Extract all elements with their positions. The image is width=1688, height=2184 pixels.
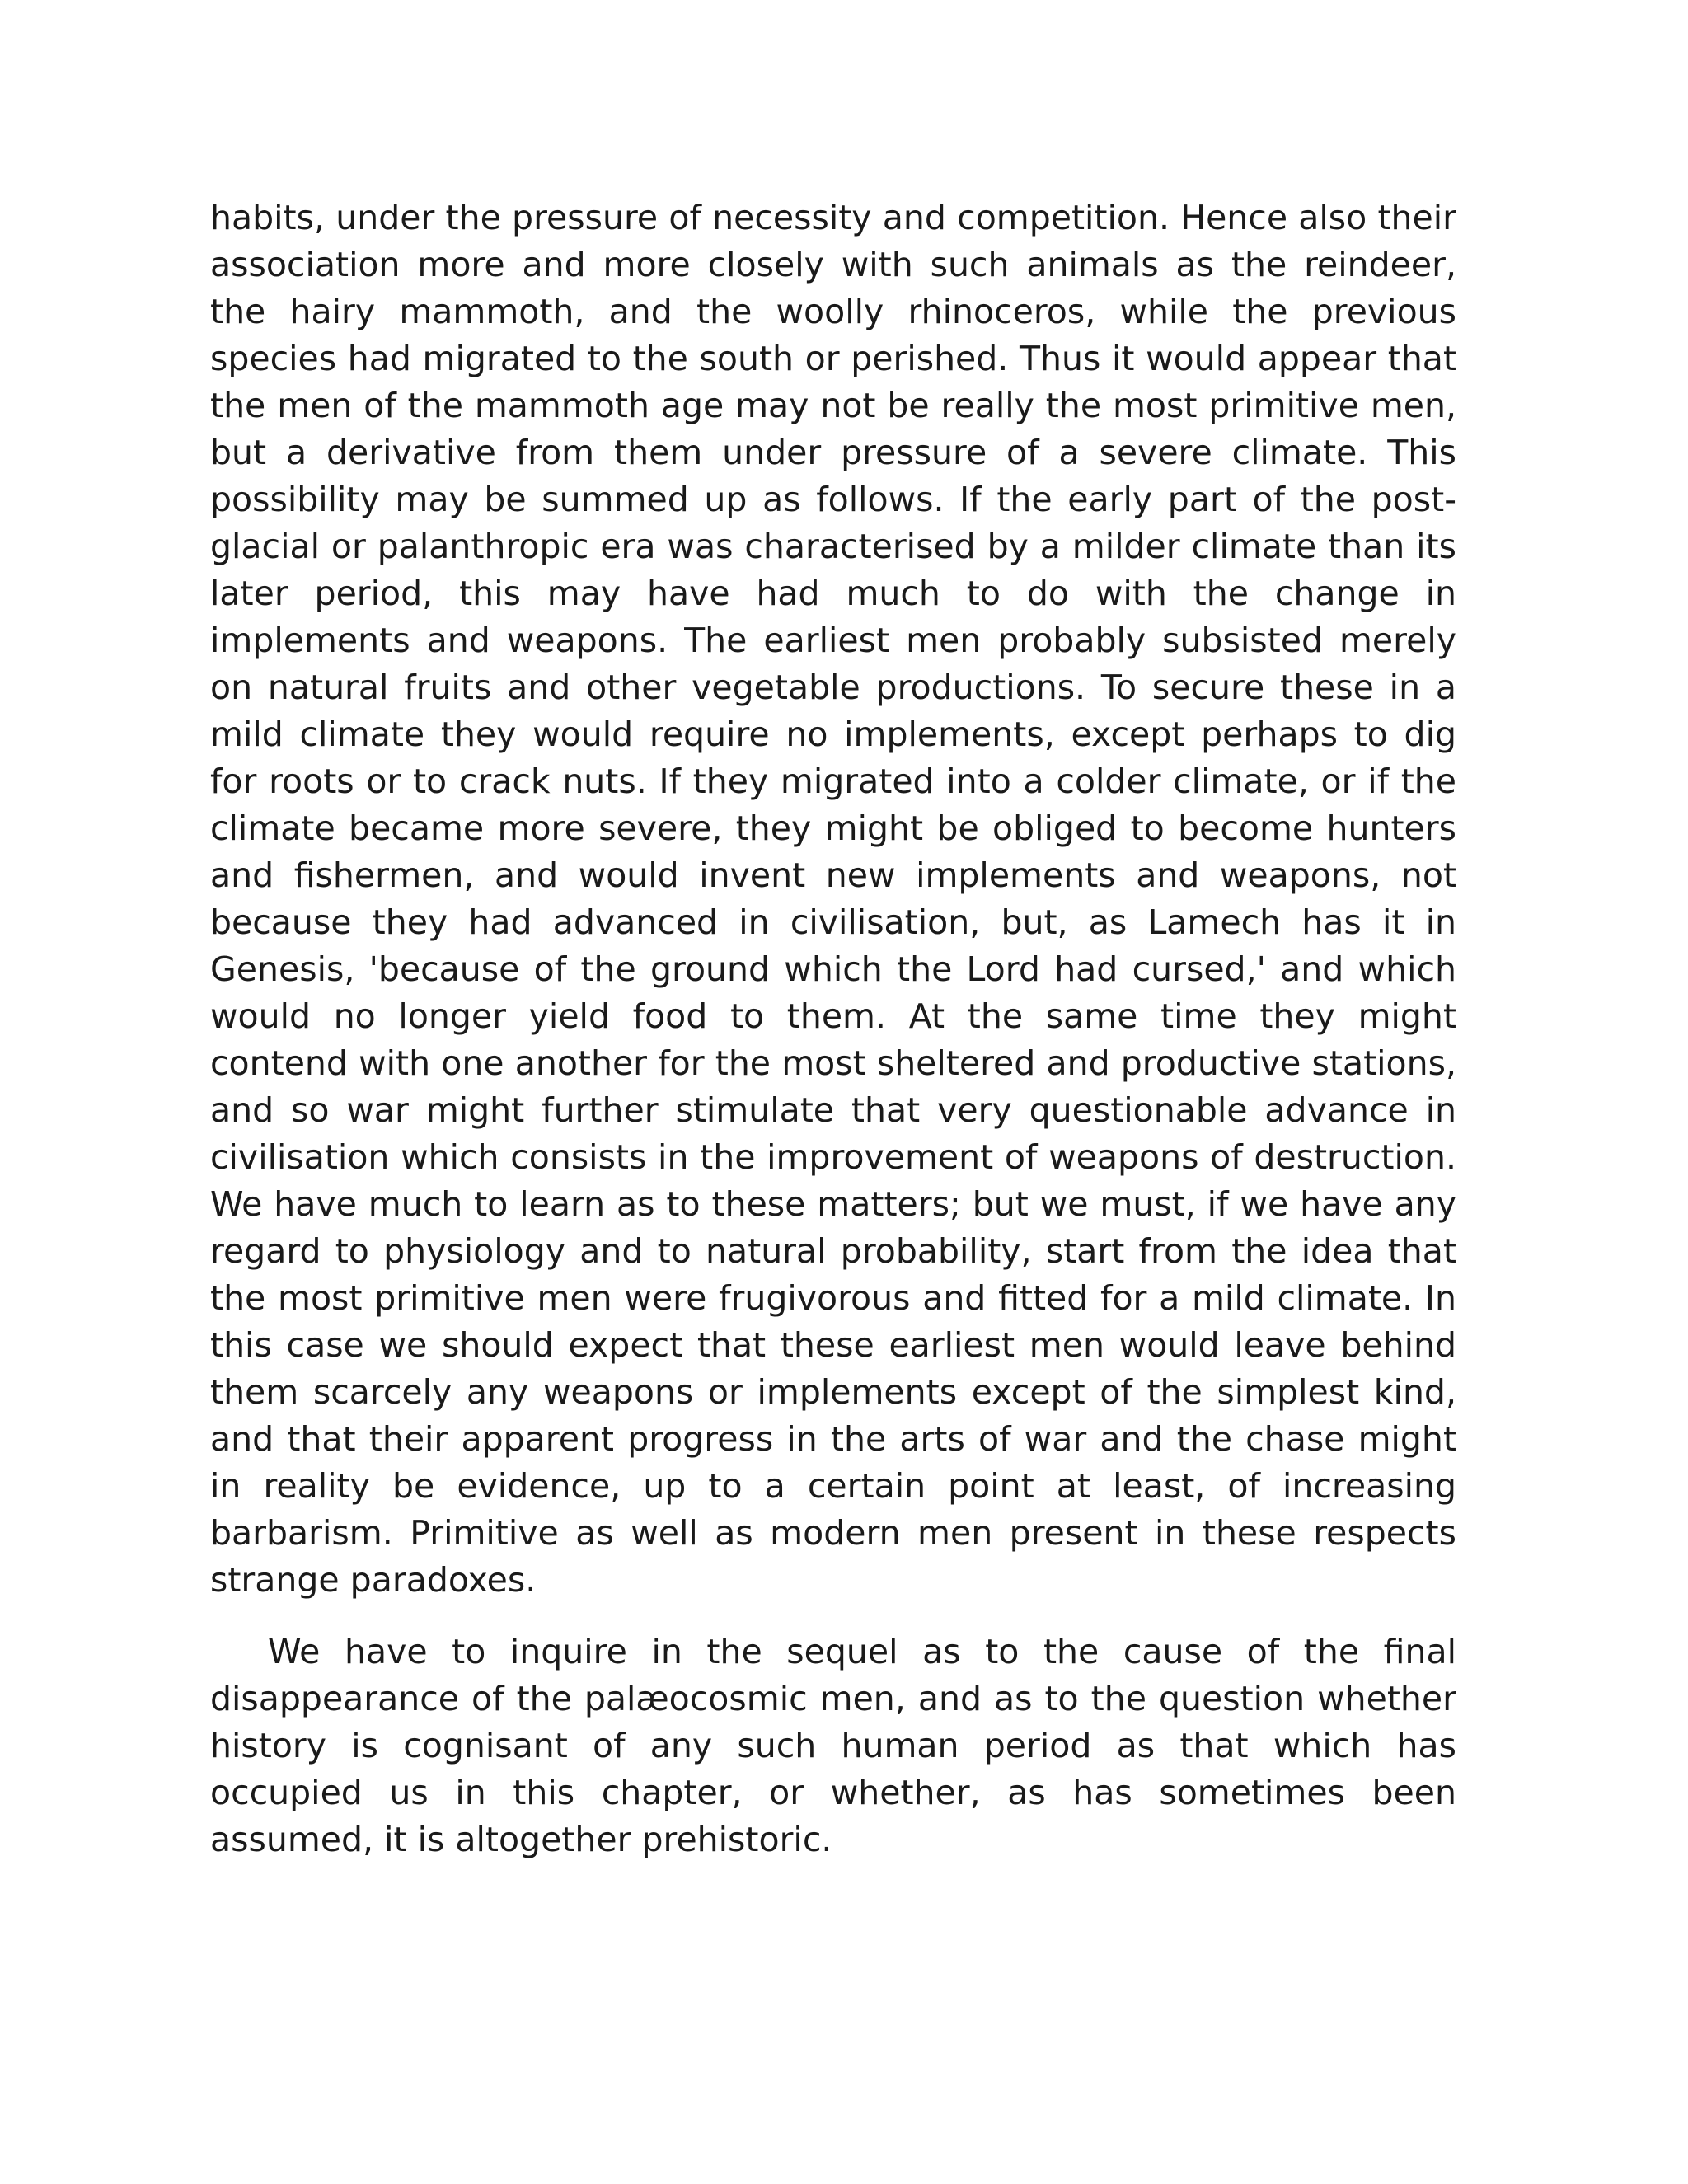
paragraph-2: We have to inquire in the sequel as to the cause of the final disappearance of the palæocosmic men, and as to the question whether history is cognisant of any such human period as that which has occupied us in this chapter, or whether, as has sometimes been assumed, it is altogether prehistoric. [210, 1632, 1456, 1859]
paragraph-1: habits, under the pressure of necessity and competition. Hence also their association more and more closely with such animals as the reindeer, the hairy mammoth, and the woolly rhinoceros, while the previous species had migrated to the south or perished. Thus it would appear that the men of the mammoth age may not be really the most primitive men, but a derivative from them under pressure of a severe climate. This possibility may be summed up as follows. If the early part of the post-glacial or palanthropic era was characterised by a milder climate than its later period, this may have had much to do with the change in implements and weapons. The earliest men probably subsisted merely on natural fruits and other vegetable productions. To secure these in a mild climate they would require no implements, except perhaps to dig for roots or to crack nuts. If they migrated into a colder climate, or if the climate became more severe, they might be obliged to become hunters and fishermen, and would invent new implements and weapons, not because they had advanced in civilisation, but, as Lamech has it in Genesis, 'because of the ground which the Lord had cursed,' and which would no longer yield food to them. At the same time they might contend with one another for the most sheltered and productive stations, and so war might further stimulate that very questionable advance in civilisation which consists in the improvement of weapons of destruction. We have much to learn as to these matters; but we must, if we have any regard to physiology and to natural probability, start from the idea that the most primitive men were frugivorous and fitted for a mild climate. In this case we should expect that these earliest men would leave behind them scarcely any weapons or implements except of the simplest kind, and that their apparent progress in the arts of war and the chase might in reality be evidence, up to a certain point at least, of increasing barbarism. Primitive as well as modern men present in these respects strange paradoxes. [210, 198, 1456, 1600]
body-text [210, 194, 1456, 1863]
